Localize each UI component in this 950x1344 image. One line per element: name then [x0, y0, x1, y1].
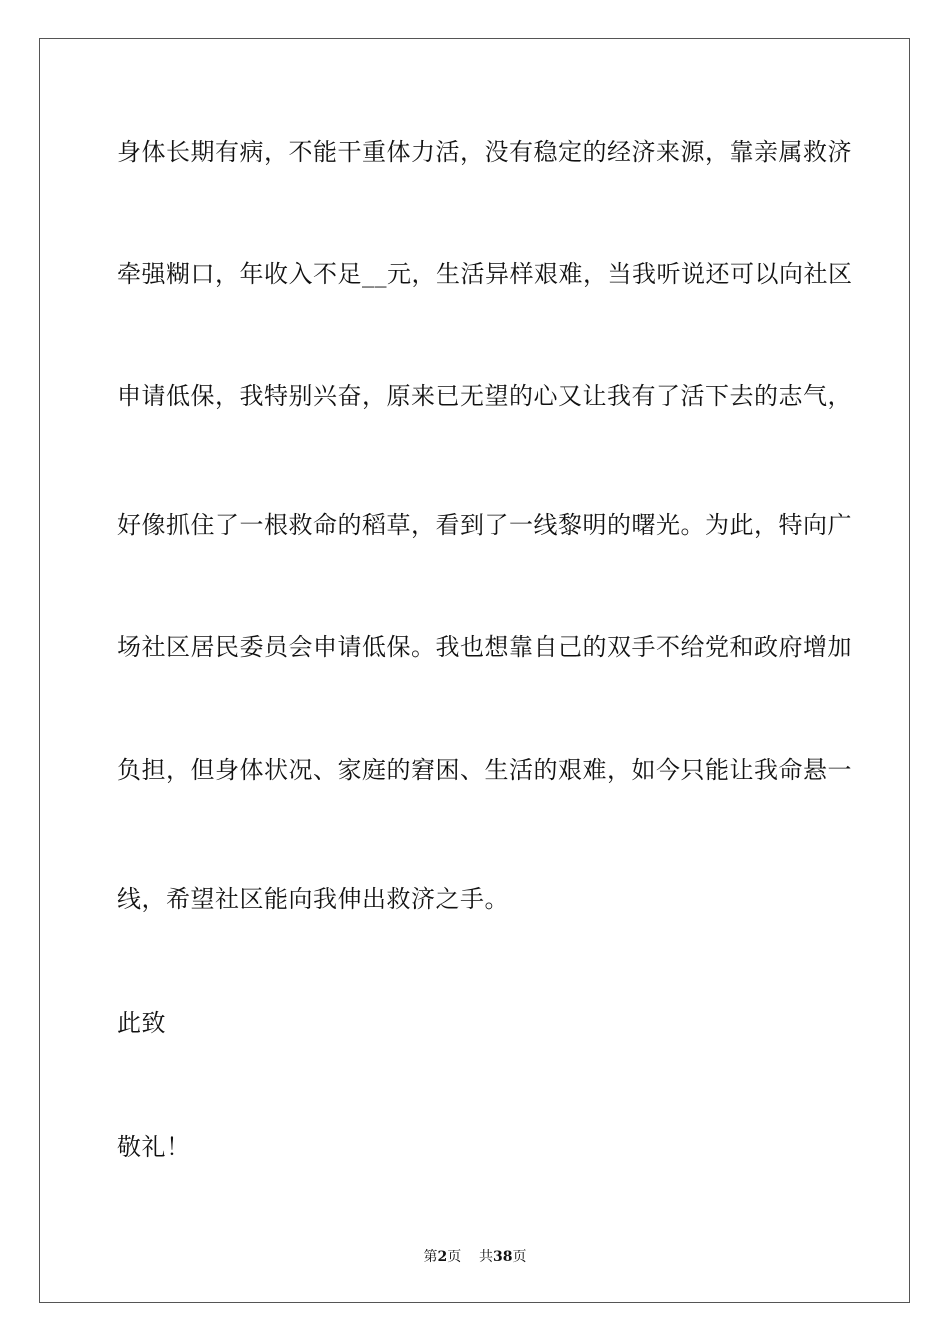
closing-salutation: 此致	[117, 1009, 166, 1037]
paragraph-line: 申请低保，我特别兴奋，原来已无望的心又让我有了活下去的志气，	[117, 382, 852, 410]
page-border	[39, 38, 910, 1303]
footer-prefix: 第	[423, 1249, 438, 1265]
paragraph-line: 负担，但身体状况、家庭的窘困、生活的艰难，如今只能让我命悬一	[117, 756, 852, 784]
footer-total-suffix: 页	[512, 1249, 527, 1265]
footer-total-prefix: 共	[479, 1249, 494, 1265]
paragraph-line: 身体长期有病，不能干重体力活，没有稳定的经济来源，靠亲属救济	[117, 138, 852, 166]
closing-regards: 敬礼！	[117, 1133, 191, 1161]
paragraph-line: 场社区居民委员会申请低保。我也想靠自己的双手不给党和政府增加	[117, 633, 852, 661]
paragraph-line: 线，希望社区能向我伸出救济之手。	[117, 885, 509, 913]
current-page-number: 2	[437, 1249, 448, 1265]
total-pages-number: 38	[493, 1249, 513, 1265]
footer-page-suffix: 页	[447, 1249, 462, 1265]
paragraph-line: 牵强糊口，年收入不足__元，生活异样艰难，当我听说还可以向社区	[117, 260, 853, 288]
paragraph-line: 好像抓住了一根救命的稻草，看到了一线黎明的曙光。为此，特向广	[117, 511, 852, 539]
page-footer	[0, 1248, 950, 1266]
